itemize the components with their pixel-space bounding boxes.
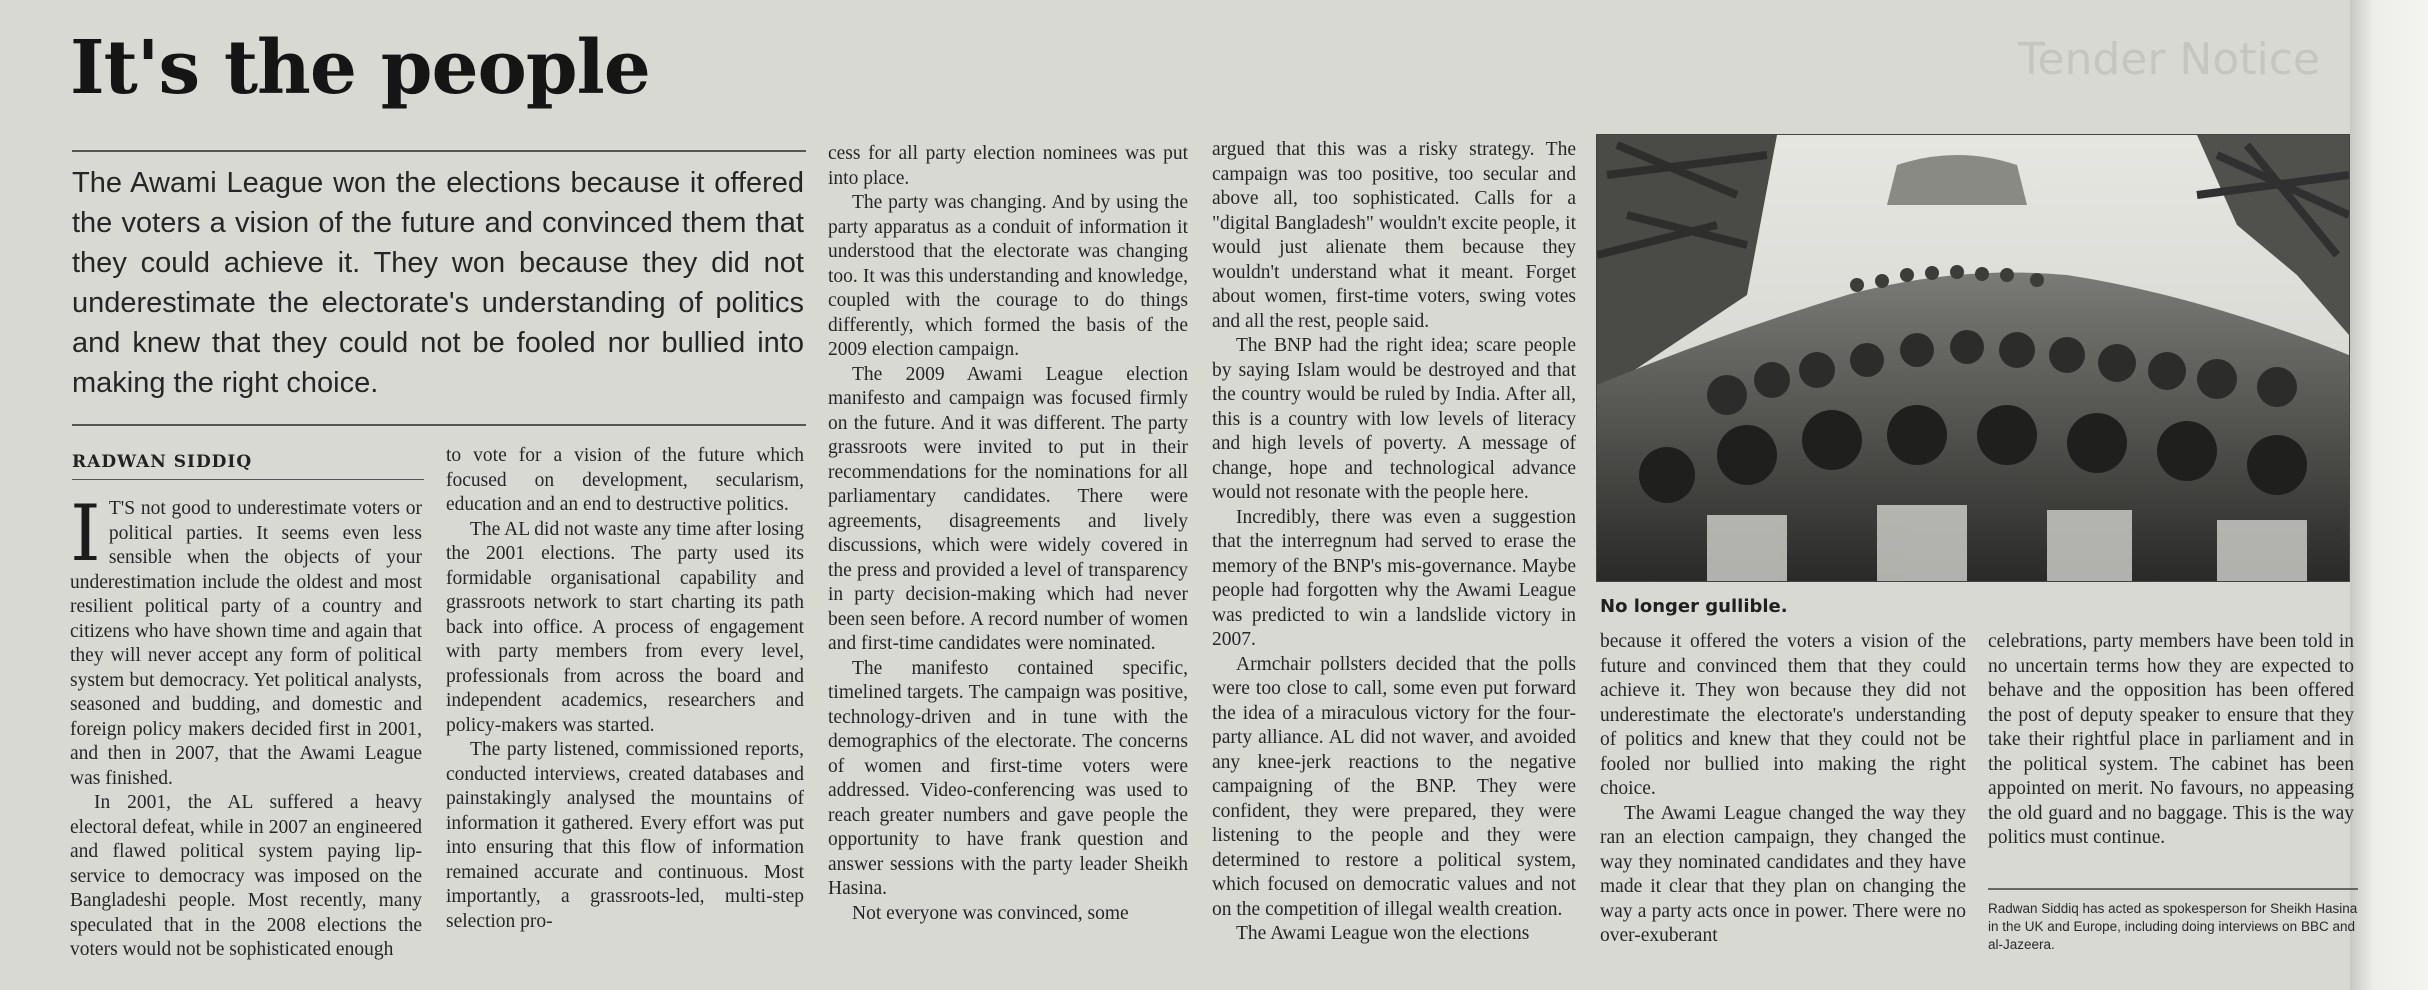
standfirst: The Awami League won the elections because it offered the voters a vision of the future and convinced them that they could achieve it. They won because they did not underestimate the electorate's understanding of politics and knew that they could not be fooled nor bullied into making the right choice.	[72, 167, 804, 399]
paragraph: because it offered the voters a vision of the future and convinced them that they could achieve it. They won because they did not underestimate the electorate's understanding of politics and knew that they could not be fooled nor bullied into making the right choice.	[1600, 631, 1966, 799]
byline: RADWAN SIDDIQ	[72, 452, 253, 472]
article-column-5	[1600, 630, 1966, 949]
paragraph: In 2001, the AL suffered a heavy electoral defeat, while in 2007 an engineered and flawed political system paying lip-service to democracy was imposed on the Bangladeshi people. Most recently, many speculated that in the 2008 elections the voters would not be sophisticated enough	[70, 792, 422, 960]
paragraph-text: T'S not good to underestimate voters or political parties. It seems even less sensible when the objects of your underestimation include the oldest and most resilient political party of a country and citizens who have shown time and again that they will never accept any form of political system but democracy. Yet political analysts, seasoned and budding, and domestic and foreign policy makers decided first in 2001, and then in 2007, that the Awami League was finished.	[70, 498, 422, 789]
author-bio: Radwan Siddiq has acted as spokesperson for Sheikh Hasina in the UK and Europe, including doing interviews on BBC and al-Jazeera.	[1988, 901, 2358, 952]
photo-caption: No longer gullible.	[1600, 596, 1788, 617]
drop-cap: I	[70, 489, 101, 579]
paragraph: Not everyone was convinced, some	[852, 902, 1129, 924]
paragraph: The BNP had the right idea; scare people by saying Islam would be destroyed and that the country would be ruled by India. After all, this is a country with low levels of literacy and high levels of poverty. A message of change, hope and technological advance would not resonate with the people here.	[1212, 335, 1576, 503]
paragraph: The party was changing. And by using the party apparatus as a conduit of information it understood that the electorate was changing too. It was this understanding and knowledge, coupled with the courage to do things differently, which formed the basis of the 2009 election campaign.	[828, 192, 1188, 360]
paragraph: argued that this was a risky strategy. The campaign was too positive, too secular and above all, too sophisticated. Calls for a "digital Bangladesh" wouldn't excite people, it would just alienate them because they wouldn't understand what it meant. Forget about women, first-time voters, swing votes and all the rest, people said.	[1212, 139, 1576, 332]
bio-rule	[1988, 888, 2358, 890]
paragraph: The Awami League changed the way they ran an election campaign, they changed the way they nominated candidates and they have made it clear that they plan on changing the way a party acts once in power. There were no over-exuberant	[1600, 802, 1966, 946]
paragraph	[70, 489, 422, 791]
paragraph: to vote for a vision of the future which focused on development, secularism, education and an end to destructive politics.	[446, 445, 804, 515]
paragraph: The party listened, commissioned reports, conducted interviews, created databases and painstakingly analysed the mountains of information it gathered. Every effort was put into ensuring that this flow of information remained accurate and continuous. Most importantly, a grassroots-led, multi-step selection pro-	[446, 739, 804, 932]
paragraph: The Awami League won the elections	[1236, 923, 1530, 944]
page-edge	[2350, 0, 2428, 990]
crowd-photo-image	[1597, 135, 2349, 581]
paragraph: The manifesto contained specific, timelined targets. The campaign was positive, technology-driven and in tune with the demographics of the electorate. The concerns of women and first-time voters were addressed. Video-conferencing was used to reach greater numbers and gave people the opportunity to have frank question and answer sessions with the party leader Sheikh Hasina.	[828, 657, 1188, 899]
paragraph: cess for all party election nominees was put into place.	[828, 143, 1188, 189]
paragraph: celebrations, party members have been told in no uncertain terms how they are expected to behave and the opposition has been offered the post of deputy speaker to ensure that they take their rightful place in parliament and in the political system. The cabinet has been appointed on merit. No favours, no appeasing the old guard and no baggage. This is the way politics must continue.	[1988, 631, 2354, 848]
paragraph: The 2009 Awami League election manifesto and campaign was focused firmly on the future. And it was different. The party grassroots were invited to put in their recommendations for the nominations for all parliamentary candidates. There were agreements, disagreements and lively discussions, which were widely covered in the press and provided a level of transparency in party decision-making which had never been seen before. A record number of women and first-time candidates were nominated.	[828, 363, 1188, 654]
article-column-6	[1988, 630, 2354, 851]
article-column-2	[446, 444, 804, 934]
paragraph: The AL did not waste any time after losing the 2001 elections. The party used its formidable organisational capability and grassroots network to start charting its path back into office. A process of engagement with party members from every level, professionals from across the board and independent academics, researchers and policy-makers was started.	[446, 518, 804, 736]
article-column-3	[828, 142, 1188, 926]
standfirst-top-rule	[72, 150, 806, 152]
standfirst-bottom-rule	[72, 424, 806, 426]
crowd-photo	[1596, 134, 2350, 582]
paragraph: Armchair pollsters decided that the polls were too close to call, some even put forward the idea of a miraculous victory for the four-party alliance. AL did not waver, and avoided any knee-jerk reactions to the negative campaigning of the BNP. They were confident, they were prepared, they were listening to the people and they were determined to restore a political system, which focused on democratic values and not on the competition of illegal wealth creation.	[1212, 653, 1576, 920]
paragraph: Incredibly, there was even a suggestion that the interregnum had served to erase the memory of the BNP's mis-governance. Maybe people had forgotten why the Awami League was predicted to win a landslide victory in 2007.	[1212, 506, 1576, 650]
headline: It's the people	[70, 25, 650, 111]
article-column-4	[1212, 138, 1576, 947]
article-column-1	[70, 489, 422, 963]
bleed-through-text: Tender Notice	[2017, 34, 2320, 85]
photo-credit: AFP	[2334, 527, 2347, 548]
byline-rule	[72, 479, 424, 480]
